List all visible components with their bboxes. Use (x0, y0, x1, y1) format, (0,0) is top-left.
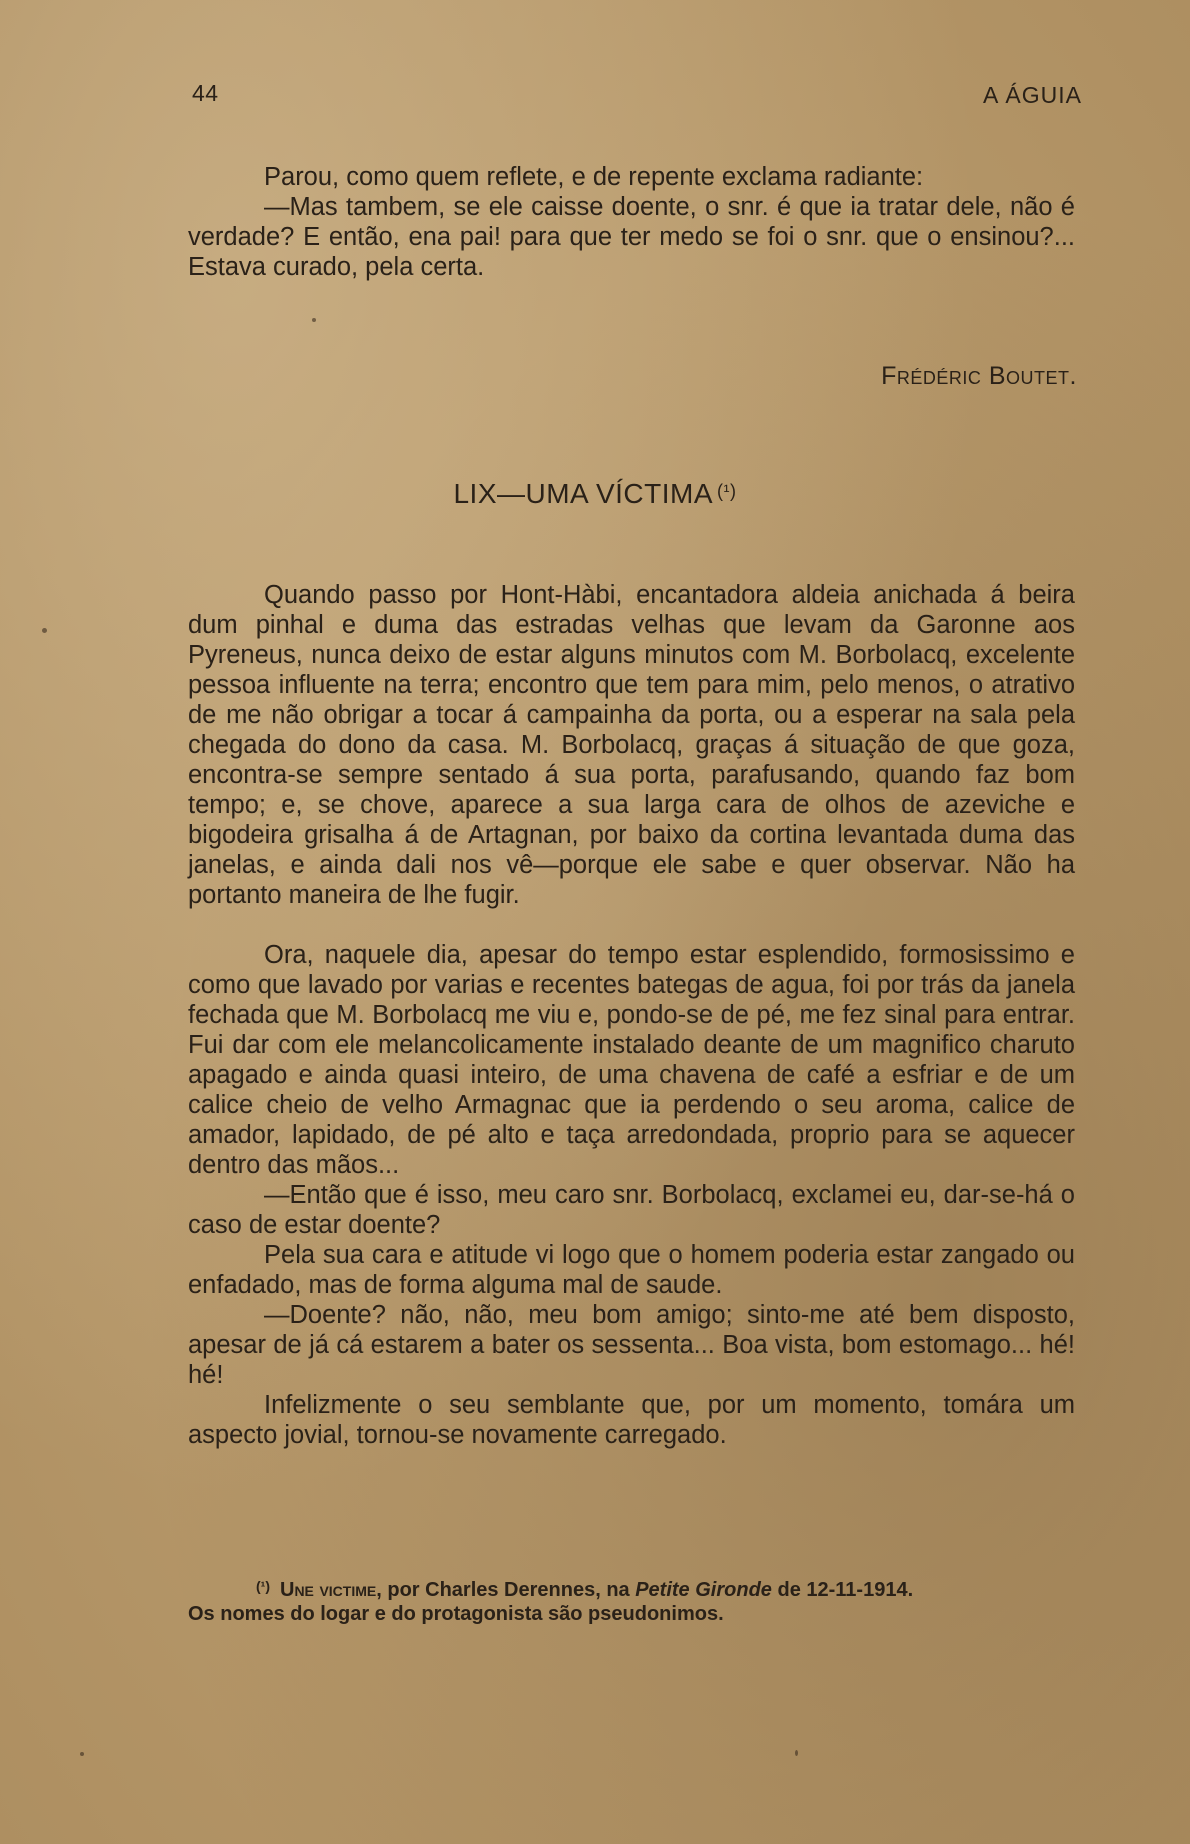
paragraph: —Doente? não, não, meu bom amigo; sinto-me até bem disposto, apesar de já cá estarem a bater os sessenta... Boa vista, bom estomago... hé! hé! (188, 1301, 1075, 1389)
paper-speck (42, 628, 47, 633)
footnote-line-1 (188, 1574, 1075, 1602)
chapter-body (188, 580, 1075, 1450)
footnote-reference: (¹) (717, 481, 737, 501)
paper-speck (795, 1750, 798, 1756)
paper-speck (312, 318, 316, 322)
running-header (192, 80, 1082, 116)
previous-story-ending (188, 162, 1075, 282)
paragraph-gap (188, 910, 1075, 940)
paragraph: —Então que é isso, meu caro snr. Borbolacq, exclamei eu, dar-se-há o caso de estar doente? (188, 1181, 1075, 1239)
paragraph: Infelizmente o seu semblante que, por um momento, tomára um aspecto jovial, tornou-se novamente carregado. (188, 1391, 1075, 1449)
page-number: 44 (192, 80, 219, 106)
paragraph: Pela sua cara e atitude vi logo que o homem poderia estar zangado ou enfadado, mas de forma alguma mal de saude. (188, 1241, 1075, 1299)
footnote-mark: (¹) (256, 1578, 270, 1594)
chapter-heading (0, 478, 1190, 510)
footnote-source-author: por Charles Derennes, na (381, 1579, 636, 1601)
footnote-newspaper: Petite Gironde (635, 1579, 772, 1601)
footnote-source-title: Une victime, (280, 1579, 382, 1601)
chapter-title: LIX—UMA VÍCTIMA (453, 478, 714, 509)
journal-title: A ÁGUIA (982, 82, 1082, 108)
footnote-date: de 12-11-1914. (771, 1579, 914, 1601)
paragraph: Ora, naquele dia, apesar do tempo estar esplendido, formosissimo e como que lavado por varias e recentes bategas de agua, foi por trás da janela fechada que M. Borbolacq me viu e, pondo-se de pé, me fez sinal para entrar. Fui dar com ele melancolicamente instalado deante de um magnifico charuto apagado e ainda quasi inteiro, de uma chavena de café a esfriar e de um calice cheio de velho Armagnac que ia perdendo o seu aroma, calice de amador, lapidado, de pé alto e taça arredondada, proprio para se aquecer dentro das mãos... (188, 941, 1075, 1179)
paragraph: Quando passo por Hont-Hàbi, encantadora aldeia anichada á beira dum pinhal e duma das estradas velhas que levam da Garonne aos Pyreneus, nunca deixo de estar alguns minutos com M. Borbolacq, excelente pessoa influente na terra; encontro que tem para mim, pelo menos, o atrativo de me não obrigar a tocar á campainha da porta, ou a esperar na sala pela chegada do dono da casa. M. Borbolacq, graças á situação de que goza, encontra-se sempre sentado á sua porta, parafusando, quando faz bom tempo; e, se chove, aparece a sua larga cara de olhos de azeviche e bigodeira grisalha á de Artagnan, por baixo da cortina levantada duma das janelas, e ainda dali nos vê—porque ele sabe e quer observar. Não ha portanto maneira de lhe fugir. (188, 581, 1075, 909)
footnote-line-2: Os nomes do logar e do protagonista são pseudonimos. (188, 1603, 724, 1625)
paragraph: Parou, como quem reflete, e de repente exclama radiante: (264, 163, 924, 191)
footnote (188, 1574, 1075, 1626)
paper-speck (80, 1752, 84, 1756)
author-signature: Frédéric Boutet. (881, 362, 1077, 390)
paragraph: —Mas tambem, se ele caisse doente, o snr. é que ia tratar dele, não é verdade? E então, ena pai! para que ter medo se foi o snr. que o ensinou?... Estava curado, pela certa. (188, 193, 1075, 281)
